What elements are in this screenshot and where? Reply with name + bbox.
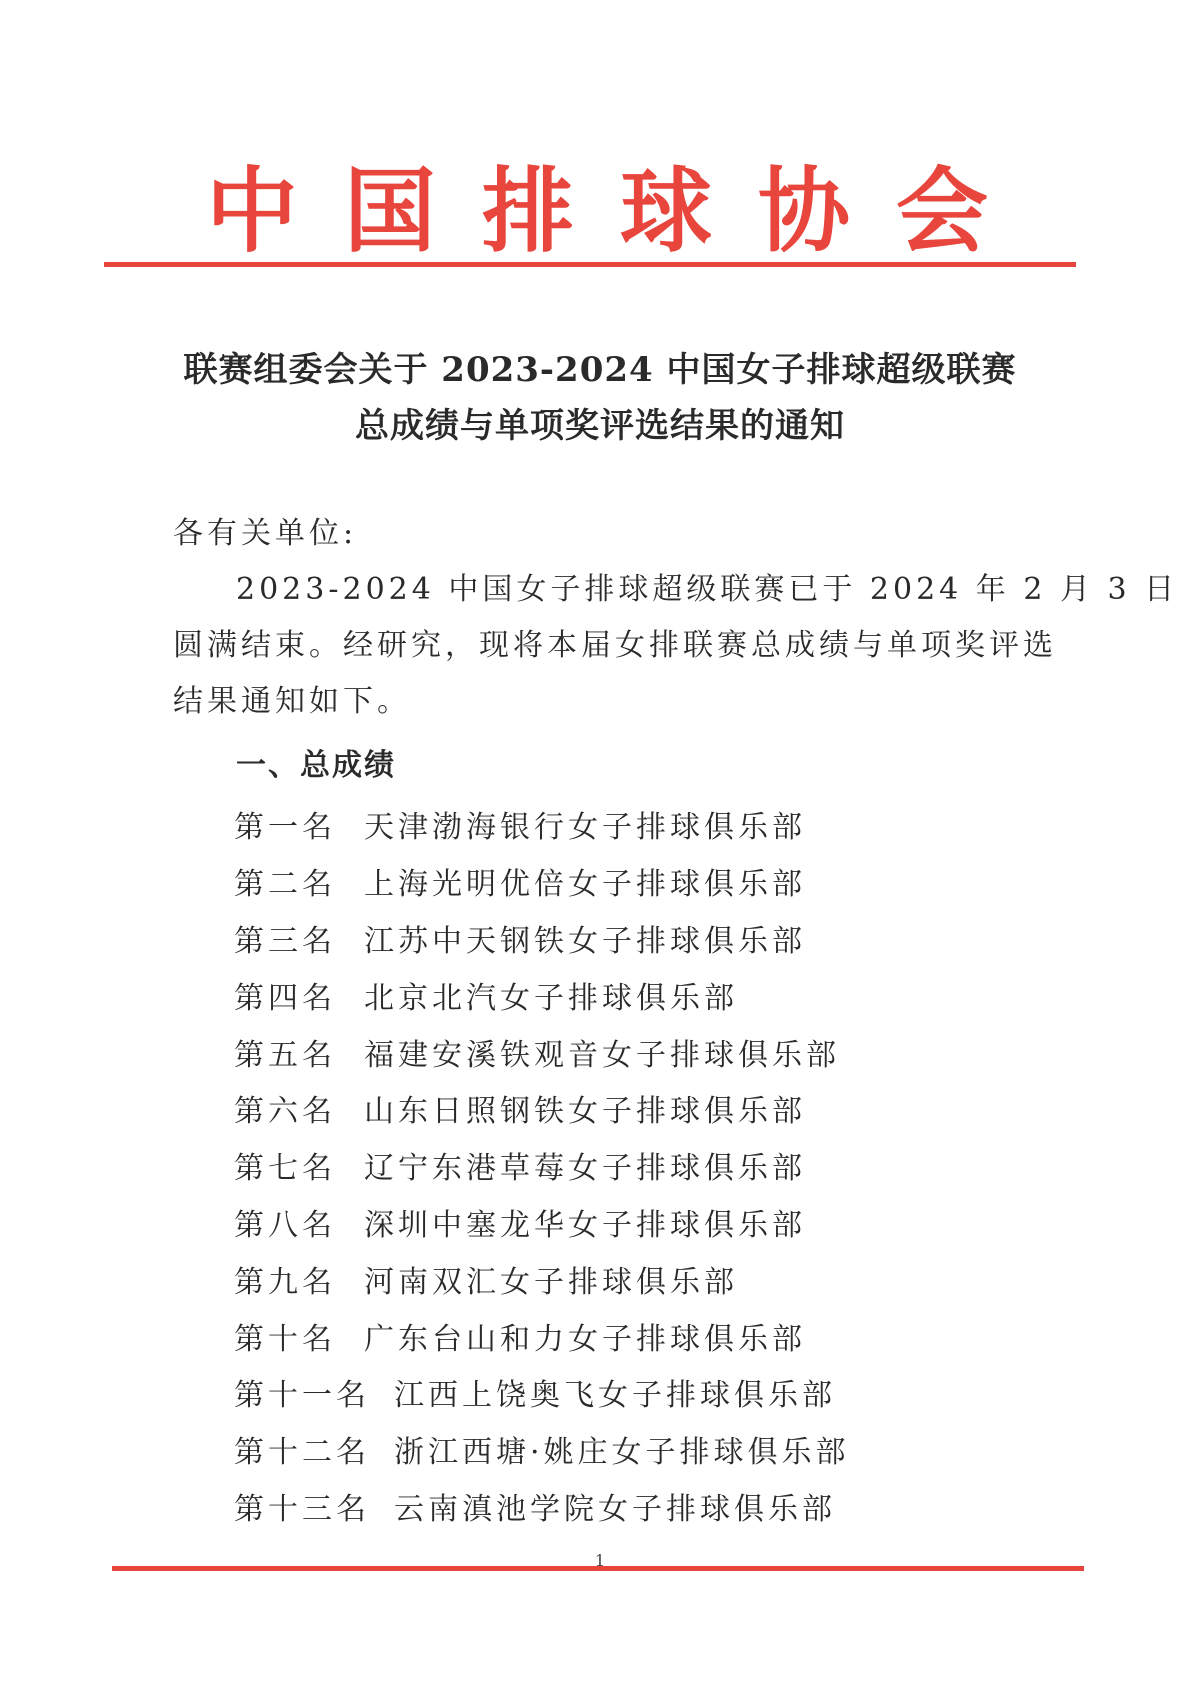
intro-paragraph-line3: 结果通知如下。	[173, 684, 411, 719]
ranking-row	[234, 1080, 1034, 1137]
team-name: 天津渤海银行女子排球俱乐部	[364, 810, 806, 846]
rankings-list	[234, 796, 1034, 1534]
ranking-row	[234, 1194, 1034, 1251]
team-name: 河南双汇女子排球俱乐部	[364, 1264, 738, 1300]
letterhead-red-rule	[104, 262, 1076, 267]
rank-label: 第九名	[234, 1264, 336, 1300]
ranking-row	[234, 910, 1034, 967]
ranking-row	[234, 1364, 1034, 1421]
rank-label: 第一名	[234, 810, 336, 846]
ranking-row	[234, 966, 1034, 1023]
rank-label: 第十一名	[234, 1378, 370, 1414]
rank-label: 第十名	[234, 1321, 336, 1357]
ranking-row	[234, 1421, 1034, 1478]
team-name: 上海光明优倍女子排球俱乐部	[364, 867, 806, 903]
rank-label: 第七名	[234, 1151, 336, 1187]
ranking-row	[234, 1307, 1034, 1364]
rank-label: 第三名	[234, 923, 336, 959]
rank-label: 第二名	[234, 867, 336, 903]
section-heading-overall-results: 一、总成绩	[236, 748, 396, 783]
ranking-row	[234, 796, 1034, 853]
team-name: 江西上饶奥飞女子排球俱乐部	[394, 1378, 836, 1414]
team-name: 江苏中天钢铁女子排球俱乐部	[364, 923, 806, 959]
ranking-row	[234, 1137, 1034, 1194]
rank-label: 第五名	[234, 1037, 336, 1073]
ranking-row	[234, 1023, 1034, 1080]
ranking-row	[234, 1478, 1034, 1535]
team-name: 福建安溪铁观音女子排球俱乐部	[364, 1037, 840, 1073]
team-name: 北京北汽女子排球俱乐部	[364, 980, 738, 1016]
team-name: 深圳中塞龙华女子排球俱乐部	[364, 1207, 806, 1243]
intro-paragraph-line2: 圆满结束。经研究，现将本届女排联赛总成绩与单项奖评选	[173, 628, 1057, 663]
rank-label: 第八名	[234, 1207, 336, 1243]
team-name: 山东日照钢铁女子排球俱乐部	[364, 1094, 806, 1130]
team-name: 云南滇池学院女子排球俱乐部	[394, 1491, 836, 1527]
document-title-line1: 联赛组委会关于 2023-2024 中国女子排球超级联赛	[183, 350, 1017, 390]
letterhead-org-name: 中国排球协会	[205, 158, 1034, 265]
page-number: 1	[594, 1551, 606, 1570]
rank-label: 第十三名	[234, 1491, 370, 1527]
team-name: 广东台山和力女子排球俱乐部	[364, 1321, 806, 1357]
team-name: 浙江西塘·姚庄女子排球俱乐部	[394, 1435, 850, 1471]
ranking-row	[234, 853, 1034, 910]
rank-label: 第四名	[234, 980, 336, 1016]
document-title-line2: 总成绩与单项奖评选结果的通知	[355, 406, 845, 446]
rank-label: 第六名	[234, 1094, 336, 1130]
rank-label: 第十二名	[234, 1435, 370, 1471]
ranking-row	[234, 1250, 1034, 1307]
salutation: 各有关单位:	[173, 516, 358, 551]
team-name: 辽宁东港草莓女子排球俱乐部	[364, 1151, 806, 1187]
intro-paragraph-line1: 2023-2024 中国女子排球超级联赛已于 2024 年 2 月 3 日	[236, 572, 1179, 607]
